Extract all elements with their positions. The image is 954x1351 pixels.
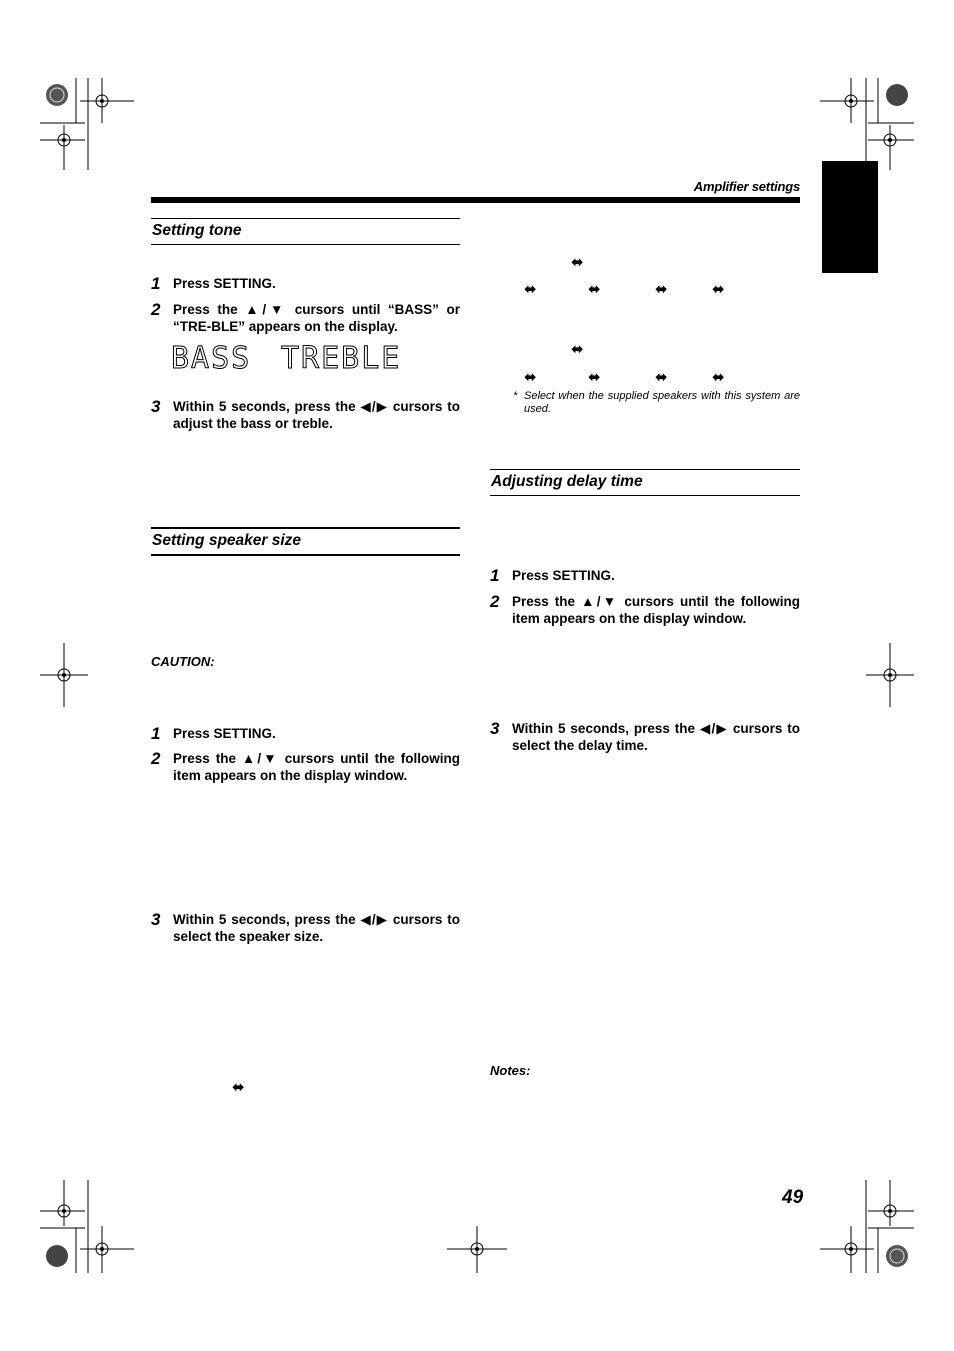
double-arrow-icon: ⬌ xyxy=(712,281,725,298)
section-setting-tone xyxy=(151,218,460,245)
speaker-step-2 xyxy=(151,750,460,784)
double-arrow-icon: ⬌ xyxy=(655,369,668,386)
step-text: Press the ▲/▼ cursors until the following item appears on the display window. xyxy=(173,751,460,783)
footnote xyxy=(513,390,800,416)
section-title: Setting tone xyxy=(152,222,242,239)
step-text: Within 5 seconds, press the ◀/▶ cursors to select the speaker size. xyxy=(173,912,460,944)
step-number: 1 xyxy=(151,724,161,743)
footnote-mark: * xyxy=(513,390,518,402)
section-setting-speaker-size xyxy=(151,527,460,556)
double-arrow-icon: ⬌ xyxy=(524,281,537,298)
language-tab xyxy=(822,161,878,273)
footnote-text: Select when the supplied speakers with this system are used. xyxy=(524,390,800,415)
tone-step-2 xyxy=(151,301,460,335)
section-title: Setting speaker size xyxy=(152,532,302,549)
tone-step-3 xyxy=(151,398,460,432)
step-text: Press the ▲/▼ cursors until the following item appears on the display window. xyxy=(512,594,800,626)
double-arrow-icon: ⬌ xyxy=(712,369,725,386)
delay-step-2 xyxy=(490,593,800,627)
double-arrow-icon: ⬌ xyxy=(232,1079,245,1096)
delay-step-3 xyxy=(490,720,800,754)
step-text: Press SETTING. xyxy=(173,276,276,291)
header-rule xyxy=(151,197,800,203)
step-text: Within 5 seconds, press the ◀/▶ cursors to select the delay time. xyxy=(512,721,800,753)
notes-label: Notes: xyxy=(490,1063,531,1078)
tone-step-1 xyxy=(151,275,460,292)
step-number: 2 xyxy=(151,300,161,319)
double-arrow-icon: ⬌ xyxy=(571,254,584,271)
step-text: Press the ▲/▼ cursors until “BASS” or “TRE-BLE” appears on the display. xyxy=(173,302,460,334)
delay-step-1 xyxy=(490,567,800,584)
double-arrow-icon: ⬌ xyxy=(655,281,668,298)
double-arrow-icon: ⬌ xyxy=(588,369,601,386)
step-number: 2 xyxy=(490,592,500,611)
step-text: Press SETTING. xyxy=(512,568,615,583)
step-number: 1 xyxy=(490,566,500,585)
speaker-step-1 xyxy=(151,725,460,742)
step-text: Within 5 seconds, press the ◀/▶ cursors to adjust the bass or treble. xyxy=(173,399,460,431)
step-number: 3 xyxy=(151,397,161,416)
double-arrow-icon: ⬌ xyxy=(524,369,537,386)
section-adjusting-delay-time xyxy=(490,469,800,496)
running-header: Amplifier settings xyxy=(693,179,800,194)
step-text: Press SETTING. xyxy=(173,726,276,741)
step-number: 2 xyxy=(151,749,161,768)
page-number: 49 xyxy=(782,1187,804,1208)
double-arrow-icon: ⬌ xyxy=(588,281,601,298)
step-number: 3 xyxy=(151,910,161,929)
section-title: Adjusting delay time xyxy=(491,473,643,490)
step-number: 3 xyxy=(490,719,500,738)
step-number: 1 xyxy=(151,274,161,293)
caution-label: CAUTION: xyxy=(151,654,215,669)
double-arrow-icon: ⬌ xyxy=(571,341,584,358)
display-treble: TREBLE xyxy=(281,341,402,376)
display-bass: BASS xyxy=(171,341,252,376)
speaker-step-3 xyxy=(151,911,460,945)
